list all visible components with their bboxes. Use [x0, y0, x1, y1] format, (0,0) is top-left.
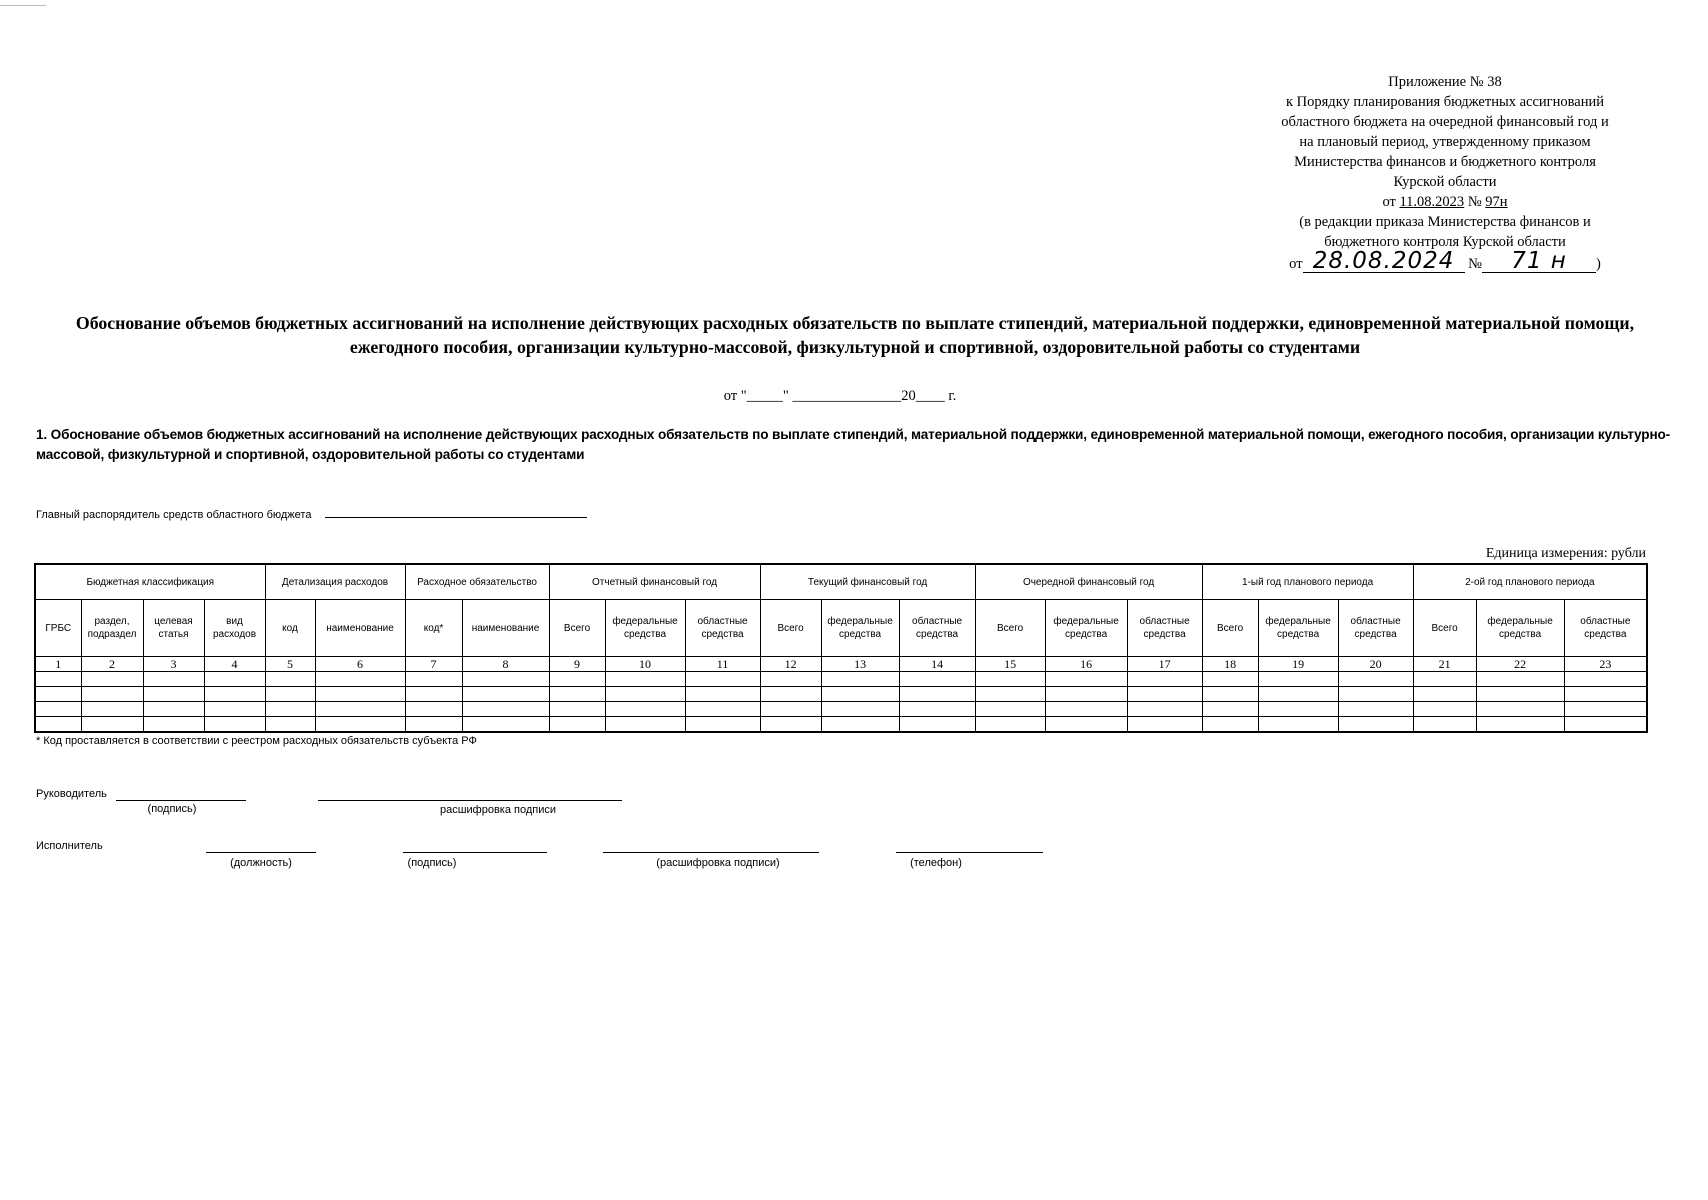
column-header: Всего [760, 600, 821, 657]
revision-line: (в редакции приказа Министерства финансов и [1299, 214, 1591, 230]
table-column-number-row [35, 657, 1647, 672]
column-number: 21 [1413, 657, 1476, 672]
column-header: областные средства [1127, 600, 1202, 657]
column-number: 14 [899, 657, 975, 672]
order-number: 97н [1485, 194, 1508, 210]
column-number: 19 [1258, 657, 1338, 672]
group-header: Детализация расходов [265, 564, 405, 600]
column-header: Всего [1202, 600, 1258, 657]
document-date-line: от "_____" _______________20____ г. [723, 388, 957, 404]
appendix-line: Приложение № 38 [1388, 74, 1502, 90]
main-manager-blank [325, 508, 587, 518]
appendix-line: Министерства финансов и бюджетного контроля [1294, 154, 1596, 170]
column-number: 10 [605, 657, 685, 672]
section-heading: 1. Обоснование объемов бюджетных ассигнований на исполнение действующих расходных обязательств по выплате стипендий, материальной поддержки, единовременной материальной помощи, ежегодного пособия, организации культурно-массовой, физкультурной и спортивной, оздоровительной работы со студентами [36, 427, 1671, 462]
column-number: 5 [265, 657, 315, 672]
group-header: Текущий финансовый год [760, 564, 975, 600]
table-footnote: * Код проставляется в соответствии с реестром расходных обязательств субъекта РФ [36, 735, 477, 747]
revision-line: бюджетного контроля Курской области [1324, 234, 1566, 250]
group-header: Отчетный финансовый год [549, 564, 760, 600]
revision-prefix: от [1289, 256, 1303, 272]
column-number: 7 [405, 657, 462, 672]
handwritten-revision-date: 28.08.2024 [1303, 250, 1465, 273]
column-header: федеральные средства [821, 600, 899, 657]
group-header: Очередной финансовый год [975, 564, 1202, 600]
appendix-line: к Порядку планирования бюджетных ассигнований [1286, 94, 1604, 110]
column-header: код [265, 600, 315, 657]
order-no-prefix: № [1464, 194, 1486, 210]
head-decode-caption: расшифровка подписи [439, 804, 557, 816]
column-number: 20 [1338, 657, 1413, 672]
column-number: 2 [81, 657, 143, 672]
column-header: вид расходов [204, 600, 265, 657]
appendix-line: на плановый период, утвержденному приказом [1299, 134, 1591, 150]
column-number: 15 [975, 657, 1045, 672]
head-signature-line [116, 799, 246, 801]
column-header: Всего [975, 600, 1045, 657]
column-number: 11 [685, 657, 760, 672]
table-column-header-row [35, 600, 1647, 657]
executor-position-line [206, 851, 316, 853]
budget-table [34, 563, 1648, 733]
column-number: 17 [1127, 657, 1202, 672]
executor-phone-line [896, 851, 1043, 853]
column-header: областные средства [899, 600, 975, 657]
column-header: ГРБС [35, 600, 81, 657]
executor-signature-caption: (подпись) [407, 857, 457, 869]
column-number: 18 [1202, 657, 1258, 672]
column-header: федеральные средства [1258, 600, 1338, 657]
head-decode-line [318, 799, 622, 801]
executor-decode-caption: (расшифровка подписи) [656, 857, 780, 869]
column-header: наименование [315, 600, 405, 657]
column-number: 12 [760, 657, 821, 672]
column-header: федеральные средства [605, 600, 685, 657]
main-manager-label: Главный распорядитель средств областного бюджета [36, 509, 312, 521]
order-prefix: от [1382, 194, 1400, 210]
column-number: 13 [821, 657, 899, 672]
column-header: целевая статья [143, 600, 204, 657]
column-header: областные средства [1338, 600, 1413, 657]
head-signature-caption: (подпись) [147, 803, 197, 815]
column-header: наименование [462, 600, 549, 657]
appendix-line: Курской области [1393, 174, 1497, 190]
column-number: 1 [35, 657, 81, 672]
table-row [35, 702, 1647, 717]
table-row [35, 672, 1647, 687]
group-header: Расходное обязательство [405, 564, 549, 600]
table-row [35, 717, 1647, 733]
revision-reference [1250, 250, 1640, 274]
group-header: 1-ый год планового периода [1202, 564, 1413, 600]
column-number: 6 [315, 657, 405, 672]
revision-close: ) [1596, 256, 1601, 272]
column-header: федеральные средства [1045, 600, 1127, 657]
order-date: 11.08.2023 [1399, 194, 1465, 210]
column-header: раздел, подраздел [81, 600, 143, 657]
executor-signature-line [403, 851, 547, 853]
column-header: Всего [1413, 600, 1476, 657]
column-header: федеральные средства [1476, 600, 1564, 657]
column-header: код* [405, 600, 462, 657]
main-manager-row [36, 508, 587, 521]
column-number: 8 [462, 657, 549, 672]
column-number: 16 [1045, 657, 1127, 672]
executor-decode-line [603, 851, 819, 853]
unit-of-measure: Единица измерения: рубли [1485, 546, 1646, 561]
column-number: 3 [143, 657, 204, 672]
revision-no-prefix: № [1468, 256, 1483, 272]
executor-phone-caption: (телефон) [910, 857, 962, 869]
handwritten-revision-number: 71 н [1482, 250, 1596, 273]
column-header: областные средства [685, 600, 760, 657]
appendix-line: областного бюджета на очередной финансовый год и [1281, 114, 1609, 130]
order-reference [1250, 192, 1640, 212]
scan-corner-mark [0, 5, 46, 6]
executor-position-caption: (должность) [230, 857, 292, 869]
document-title: Обоснование объемов бюджетных ассигнований на исполнение действующих расходных обязательств по выплате стипендий, материальной поддержки, единовременной материальной помощи, ежегодного пособия, организации культурно-массовой, физкультурной и спортивной, оздоровительной работы со студентами [75, 313, 1635, 357]
column-number: 23 [1564, 657, 1647, 672]
column-header: областные средства [1564, 600, 1647, 657]
column-number: 9 [549, 657, 605, 672]
head-label: Руководитель [36, 788, 107, 800]
group-header: Бюджетная классификация [35, 564, 265, 600]
executor-label: Исполнитель [36, 840, 103, 852]
group-header: 2-ой год планового периода [1413, 564, 1647, 600]
column-number: 4 [204, 657, 265, 672]
appendix-header [1250, 72, 1640, 274]
column-header: Всего [549, 600, 605, 657]
table-row [35, 687, 1647, 702]
column-number: 22 [1476, 657, 1564, 672]
table-group-header-row [35, 564, 1647, 600]
